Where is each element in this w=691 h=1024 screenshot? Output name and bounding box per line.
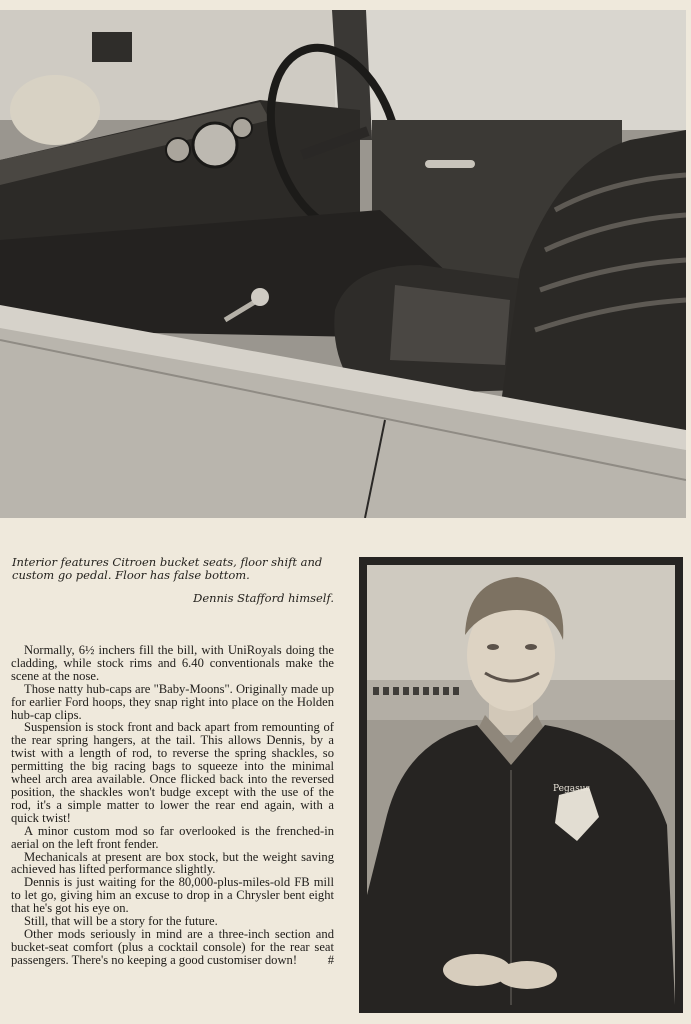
article-paragraph-last: Other mods seriously in mind are a three-inch section and bucket-seat comfort (plus a cocktail console) for the rear seat passengers. There's no keeping a good customiser down! — [11, 926, 334, 967]
portrait-illustration — [367, 565, 675, 1005]
article-paragraph: Mechanicals at present are box stock, but the weight saving achieved has lifted performance slightly. — [11, 849, 334, 877]
jacket-badge-text: Pegasus — [553, 784, 591, 794]
car-interior-photo — [0, 10, 686, 518]
article-body — [11, 644, 334, 967]
article-paragraph: Dennis is just waiting for the 80,000-plus-miles-old FB mill to let go, giving him an excuse to drop in a Chrysler bent eight that he's got his eye on. — [11, 875, 334, 916]
portrait-credit: Dennis Stafford himself. — [193, 591, 334, 605]
article-paragraph: Those natty hub-caps are "Baby-Moons". Originally made up for earlier Ford hoops, they snap right into place on the Holden hub-cap clips. — [11, 681, 334, 722]
end-mark: # — [327, 952, 334, 967]
article-paragraph: Still, that will be a story for the future. — [24, 914, 218, 929]
article-paragraph: A minor custom mod so far overlooked is the frenched-in aerial on the left front fender. — [11, 823, 334, 851]
photo-caption: Interior features Citroen bucket seats, floor shift and custom go pedal. Floor has false bottom. — [12, 555, 323, 582]
article-paragraph: Normally, 6½ inchers fill the bill, with UniRoyals doing the cladding, while stock rims and 6.40 conventionals make the scene at the nose. — [11, 643, 334, 683]
article-paragraph — [11, 928, 334, 967]
car-interior-illustration — [0, 10, 686, 518]
portrait-photo — [359, 557, 683, 1013]
article-paragraph: Suspension is stock front and back apart from remounting of the rear spring hangers, at the tail. This allows Dennis, by a twist with a length of rod, to reverse the spring shackles, so permitting the big racing bags to squeeze into the minimal wheel arch area available. Once flicked back into the reversed position, the shackles won't budge except with the use of the rod, it's a simple matter to lower the rear end again, with a quick twist! — [11, 720, 334, 825]
